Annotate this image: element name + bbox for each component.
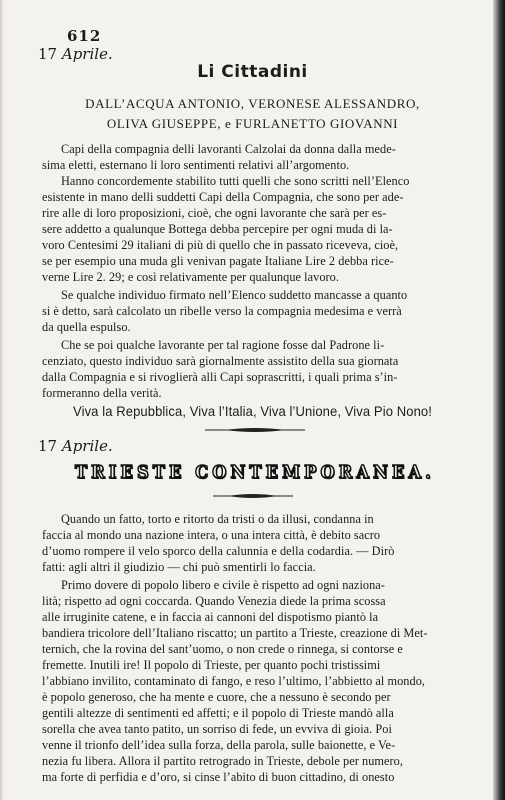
- article1-line: dalla Compagnia e si rivoglierà alli Capi soprascritti, i quali prima s’in-: [42, 370, 398, 384]
- article2-line: faccia al mondo una nazione intera, o una intera città, è debito sacro: [42, 528, 381, 542]
- article2-line: lità; rispetto ad ogni coccarda. Quando Venezia diede la prima scossa: [42, 594, 386, 608]
- article2-line: ternich, che la rovina del sant’uomo, o non crede o rinnega, si contorse e: [42, 642, 403, 656]
- ornamental-rule: [213, 492, 293, 500]
- article2-line: venne il trionfo dell’idea sulla forza, della parola, sulle baionette, e Ve-: [42, 738, 396, 752]
- article1-closing-slogan: Viva la Repubblica, Viva l’Italia, Viva l’Unione, Viva Pio Nono!: [73, 403, 432, 419]
- article2-line: d’uomo rompere il velo sporco della calunnia e della codardia. — Dirò: [42, 544, 395, 558]
- article1-line: da quella espulso.: [42, 320, 131, 334]
- article1-line: sere addetto a qualunque Bottega debba percepire per ogni muda di la-: [42, 222, 393, 236]
- article2-date-day: 17: [38, 437, 58, 455]
- article2-line: nezia fu libera. Allora il partito retrogrado in Trieste, debole per numero,: [42, 754, 403, 768]
- article1-line: Capi della compagnia delli lavoranti Calzolai da donna dalla mede-: [61, 142, 396, 156]
- article2-line: Primo dovere di popolo libero e civile è rispetto ad ogni naziona-: [61, 578, 385, 592]
- article1-line: esistente in mano delli suddetti Capi della Compagnia, che sono per ade-: [42, 190, 404, 204]
- page-number: 612: [67, 27, 102, 45]
- article2-line: ma forte di perfidia e d’oro, si cinse l’abito di buon cittadino, di onesto: [42, 770, 395, 784]
- article1-line: si è detto, sarà calcolato un ribelle verso la compagnia medesima e verrà: [42, 304, 402, 318]
- article2-line: Quando un fatto, torto e ritorto da tristi o da illusi, condanna in: [61, 512, 374, 526]
- article2-line: l’abbiano invilito, contaminato di fango, e reso l’ultimo, l’abbietto al mondo,: [42, 674, 426, 688]
- article2-date: [38, 437, 113, 455]
- article1-names-line1: DALL’ACQUA ANTONIO, VERONESE ALESSANDRO,: [85, 96, 420, 111]
- article1-line: cenziato, questo individuo sarà giornalmente assistito della sua giornata: [42, 354, 399, 368]
- article1-line: sima eletti, esternano li loro sentimenti relativi all’argomento.: [42, 158, 350, 172]
- article1-title: Li Cittadini: [197, 62, 308, 82]
- article2-title: TRIESTE CONTEMPORANEA.: [75, 462, 435, 483]
- article2-line: sorella che avea tanto patito, un sorriso di fede, un evviva di gioia. Poi: [42, 722, 392, 736]
- article1-line: Se qualche individuo firmato nell’Elenco suddetto mancasse a quanto: [61, 288, 408, 302]
- article1-line: rire alle di loro proposizioni, cioè, che ogni lavorante che sarà per es-: [42, 206, 387, 220]
- article1-line: Che se poi qualche lavorante per tal ragione fosse dal Padrone li-: [61, 338, 385, 352]
- article1-line: verne Lire 2. 29; e così relativamente per qualunque lavoro.: [42, 270, 339, 284]
- article1-line: se per esempio una muda gli venivan pagate Italiane Lire 2 debba rice-: [42, 254, 394, 268]
- article1-names-line2: OLIVA GIUSEPPE, e FURLANETTO GIOVANNI: [106, 116, 399, 131]
- article1-line: formeranno della verità.: [42, 386, 162, 400]
- article2-date-month: Aprile.: [61, 437, 113, 455]
- article2-line: alle irruginite catene, e in faccia ai cannoni del dispotismo piantò la: [42, 610, 379, 624]
- article2-line: fatti: agli altri il giudizio — chi può smentirli lo faccia.: [42, 560, 316, 574]
- article2-line: fremette. Inutili ire! Il popolo di Trieste, per quanto pochi tristissimi: [42, 658, 381, 672]
- ornamental-rule: [205, 426, 305, 434]
- article2-line: bandiera tricolore dell’Italiano riscatto; un partito a Trieste, creazione di Met-: [42, 626, 428, 640]
- article2-line: è popolo generoso, che ha mente e cuore, che a nessuno è secondo per: [42, 690, 391, 704]
- article1-line: Hanno concordemente stabilito tutti quelli che sono scritti nell’Elenco: [61, 174, 410, 188]
- article1-date: [38, 45, 113, 63]
- article1-date-day: 17: [38, 45, 58, 63]
- article2-line: gentili altezze di sentimenti ed affetti; e il popolo di Trieste mandò alla: [42, 706, 394, 720]
- article1-line: voro Centesimi 29 italiani di più di quello che in passato riceveva, cioè,: [42, 238, 399, 252]
- article1-date-month: Aprile.: [61, 45, 113, 63]
